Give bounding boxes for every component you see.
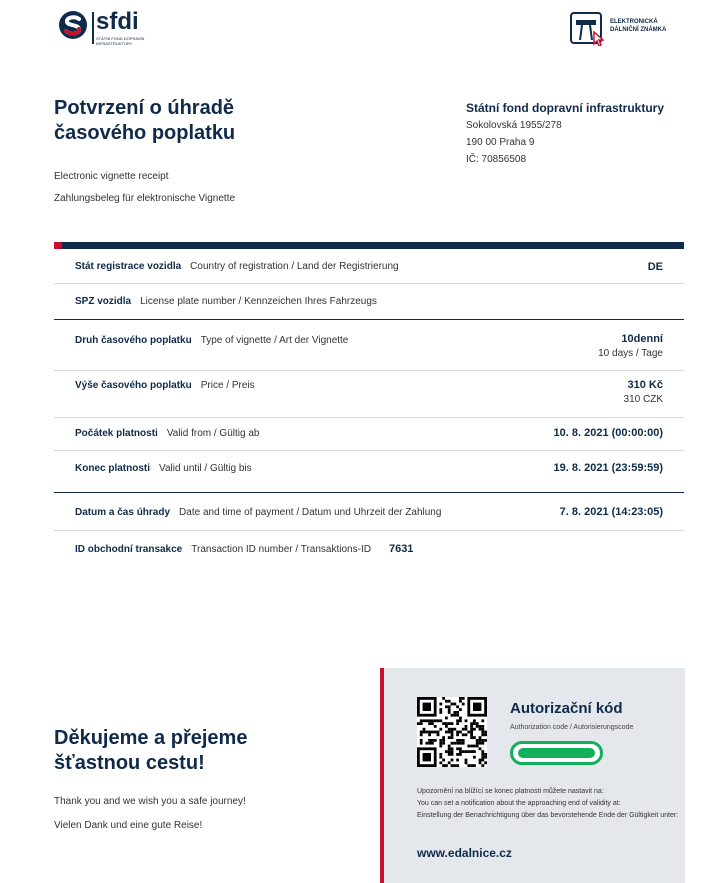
sfdi-wordmark: sfdi bbox=[96, 8, 139, 35]
issuer-ic: IČ: 70856508 bbox=[466, 154, 527, 165]
issuer-address bbox=[466, 100, 664, 168]
row-value: 10. 8. 2021 (00:00:00) bbox=[553, 427, 663, 439]
table-row bbox=[54, 493, 684, 531]
edz-wordmark bbox=[610, 18, 666, 34]
row-translation: Transaction ID number / Transaktions-ID bbox=[191, 544, 371, 555]
row-label: SPZ vozidla bbox=[75, 296, 132, 307]
table-row bbox=[54, 531, 684, 567]
note-en: You can set a notification about the approaching end of validity at: bbox=[417, 800, 621, 807]
thanks-line1: Děkujeme a přejeme bbox=[54, 727, 248, 749]
row-translation: License plate number / Kennzeichen Ihres Fahrzeugs bbox=[140, 296, 377, 307]
sfdi-logo bbox=[58, 10, 168, 50]
authorization-code-redacted bbox=[510, 741, 603, 765]
thanks-line2: šťastnou cestu! bbox=[54, 752, 205, 774]
row-translation: Type of vignette / Art der Vignette bbox=[200, 335, 349, 346]
note-cz: Upozornění na blížící se konec platnosti můžete nastavit na: bbox=[417, 788, 604, 795]
page-title bbox=[54, 96, 314, 146]
row-label: ID obchodní transakce bbox=[75, 544, 183, 555]
row-translation: Price / Preis bbox=[200, 380, 255, 391]
code-redaction-bar bbox=[518, 748, 595, 758]
row-value: 10denní bbox=[621, 333, 663, 345]
edz-text-line1: ELEKTRONICKÁ bbox=[610, 19, 658, 25]
sfdi-subtitle: STÁTNÍ FOND DOPRAVNÍ INFRASTRUKTURY bbox=[96, 36, 145, 46]
notification-note bbox=[417, 786, 682, 822]
row-label: Počátek platnosti bbox=[75, 428, 158, 439]
row-value: 19. 8. 2021 (23:59:59) bbox=[553, 462, 663, 474]
title-line2: časového poplatku bbox=[54, 122, 236, 144]
table-top-bar bbox=[54, 242, 684, 249]
subtitle-en: Electronic vignette receipt bbox=[54, 171, 169, 182]
table-top-bar-accent bbox=[54, 242, 62, 249]
title-line1: Potvrzení o úhradě bbox=[54, 97, 235, 119]
table-row bbox=[54, 320, 684, 371]
sfdi-divider bbox=[92, 12, 94, 44]
row-value-secondary: 10 days / Tage bbox=[598, 348, 663, 359]
row-label: Výše časového poplatku bbox=[75, 380, 192, 391]
row-label: Druh časového poplatku bbox=[75, 335, 192, 346]
subtitle-de: Zahlungsbeleg für elektronische Vignette bbox=[54, 193, 236, 204]
table-row bbox=[54, 418, 684, 451]
row-label: Konec platnosti bbox=[75, 463, 151, 474]
issuer-street: Sokolovská 1955/278 bbox=[466, 120, 562, 131]
sfdi-s-icon bbox=[58, 10, 88, 40]
edalnice-link[interactable]: www.edalnice.cz bbox=[417, 846, 512, 860]
row-value: 310 Kč bbox=[627, 379, 663, 391]
edz-logo bbox=[570, 12, 680, 54]
highway-vignette-icon bbox=[570, 12, 604, 46]
row-value: DE bbox=[647, 261, 663, 273]
row-value: 7. 8. 2021 (14:23:05) bbox=[559, 506, 663, 518]
thanks-de: Vielen Dank und eine gute Reise! bbox=[54, 820, 203, 831]
note-de: Einstellung der Benachrichtigung über das bevorstehende Ende der Gültigkeit unter: bbox=[417, 812, 679, 819]
issuer-city: 190 00 Praha 9 bbox=[466, 137, 535, 148]
transaction-id-value: 7631 bbox=[388, 543, 414, 555]
row-translation: Valid from / Gültig ab bbox=[166, 428, 260, 439]
qr-code-icon bbox=[417, 697, 487, 767]
table-row bbox=[54, 250, 684, 284]
row-value-secondary: 310 CZK bbox=[623, 394, 663, 405]
auth-title: Autorizační kód bbox=[510, 700, 623, 717]
row-label: Stát registrace vozidla bbox=[75, 261, 182, 272]
authorization-panel bbox=[380, 668, 685, 883]
auth-subtitle: Authorization code / Autorisierungscode bbox=[510, 724, 634, 731]
row-translation: Valid until / Gültig bis bbox=[159, 463, 252, 474]
thanks-en: Thank you and we wish you a safe journey! bbox=[54, 796, 246, 807]
row-label: Datum a čas úhrady bbox=[75, 507, 171, 518]
thanks-heading bbox=[54, 726, 304, 776]
table-row bbox=[54, 371, 684, 418]
table-row bbox=[54, 284, 684, 320]
table-row bbox=[54, 451, 684, 493]
issuer-name: Státní fond dopravní infrastruktury bbox=[466, 101, 665, 115]
row-translation: Country of registration / Land der Registrierung bbox=[190, 261, 399, 272]
row-translation: Date and time of payment / Datum und Uhrzeit der Zahlung bbox=[179, 507, 442, 518]
edz-text-line2: DÁLNIČNÍ ZNÁMKA bbox=[610, 27, 667, 33]
